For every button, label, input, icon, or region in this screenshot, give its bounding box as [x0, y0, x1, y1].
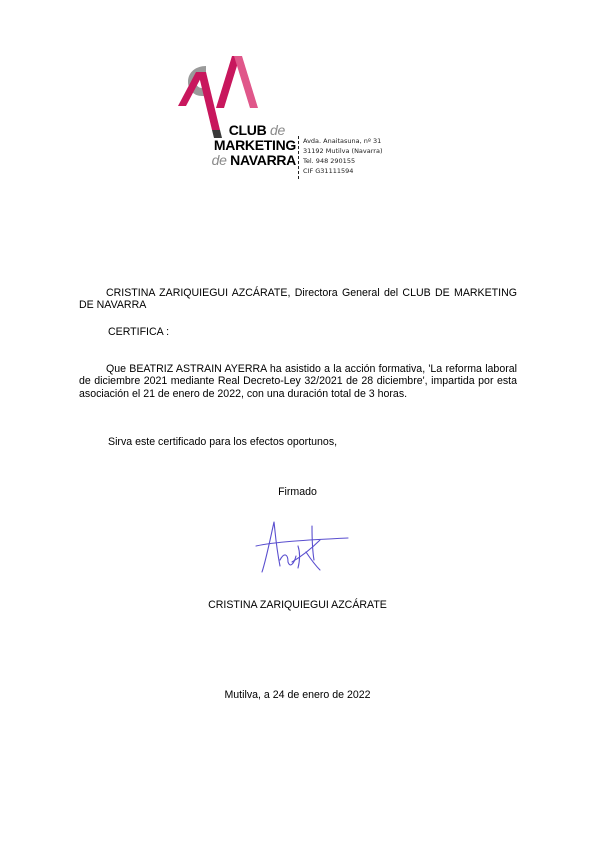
logo-word-club: CLUB: [228, 122, 267, 138]
certificate-certifica: CERTIFICA :: [108, 326, 170, 338]
address-divider: [298, 136, 299, 179]
letterhead-address: [303, 136, 383, 176]
signer-name: CRISTINA ZARIQUIEGUI AZCÁRATE: [208, 599, 387, 611]
firmado-label: Firmado: [278, 486, 317, 498]
certificate-body: Que BEATRIZ ASTRAIN AYERRA ha asistido a la acción formativa, 'La reforma laboral de diciembre 2021 mediante Real Decreto-Ley 32/2021 de 28 diciembre', impartida por esta asociación el 21 de enero de 2022, con una duración total de 3 horas.: [79, 363, 517, 400]
logo-word-de-2: de: [211, 152, 227, 168]
place-date: Mutilva, a 24 de enero de 2022: [224, 689, 371, 701]
address-street: Avda. Anaitasuna, nº 31: [303, 137, 382, 145]
handwritten-signature: [254, 516, 350, 574]
certificate-closing: Sirva este certificado para los efectos oportunos,: [108, 436, 338, 448]
logo-word-marketing: MARKETING: [213, 137, 296, 153]
club-marketing-logo-text: [184, 123, 296, 168]
address-phone: Tel. 948 290155: [303, 157, 356, 165]
logo-word-de: de: [270, 122, 285, 138]
certificate-intro: CRISTINA ZARIQUIEGUI AZCÁRATE, Directora General del CLUB DE MARKETING DE NAVARRA: [79, 287, 517, 312]
logo-word-navarra: NAVARRA: [230, 152, 296, 168]
address-city: 31192 Mutilva (Navarra): [303, 147, 383, 155]
address-cif: CIF G31111594: [303, 167, 354, 175]
